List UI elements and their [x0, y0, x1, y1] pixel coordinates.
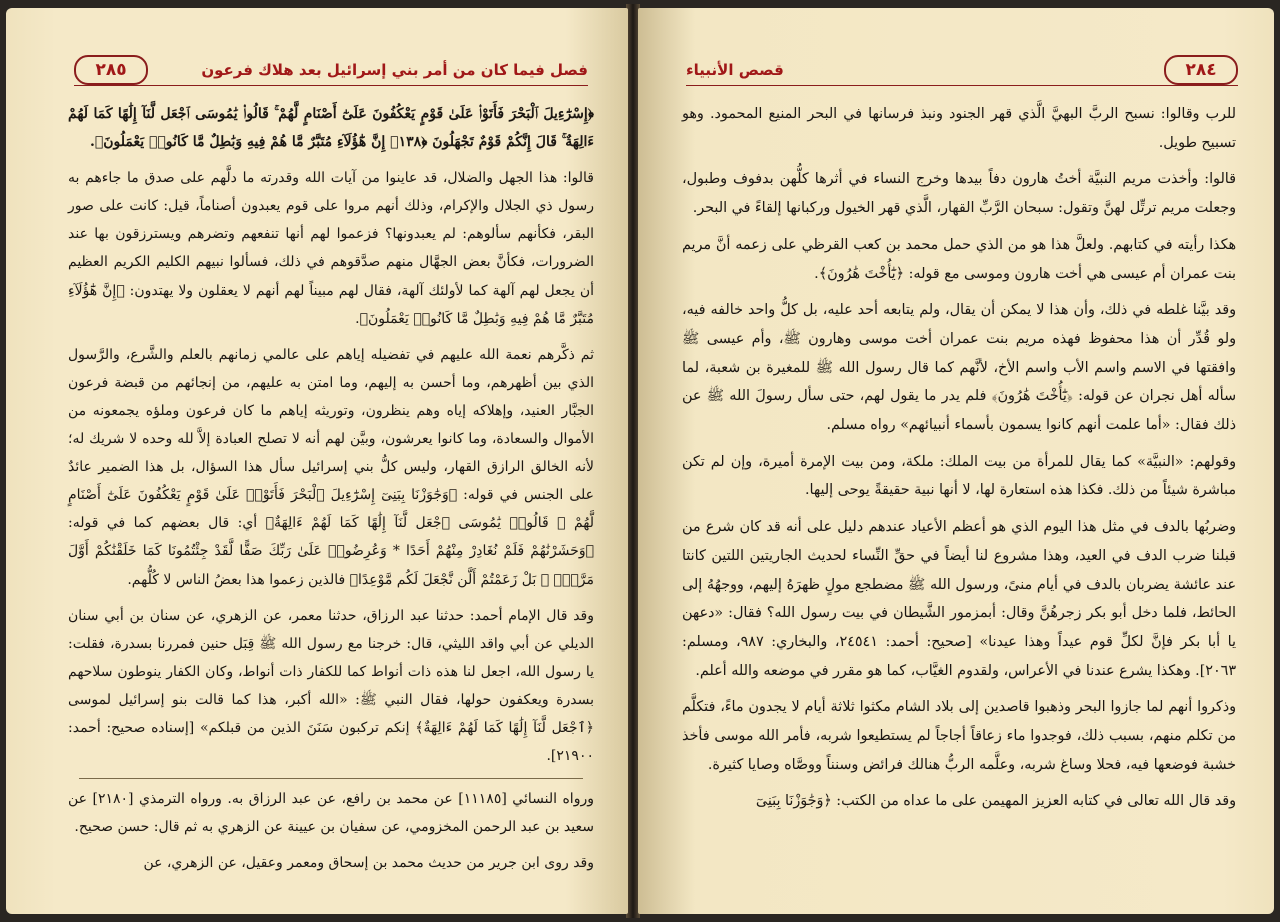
page-number-right: ٢٨٤: [1164, 55, 1238, 85]
paragraph: وقد روى ابن جرير من حديث محمد بن إسحاق ومعمر وعقيل، عن الزهري، عن: [143, 855, 594, 872]
paragraph: وضربُها بالدف في مثل هذا اليوم الذي هو أعظم الأعياد عندهم دليل على أنه قد كان شرع من قبلنا ضرب الدف في العيد، وهذا مشروع لنا أيضاً في حقِّ النِّساء لحديث الجاريتين اللتين كانتا عند عائشة يضربان بالدف في أيام منىً، ورسول الله ﷺ مضطجع مولٍ ظهرَهُ إليهم، ووجهُهُ إلى الحائط، فلما دخل أبو بكر زجرهُنَّ وقال: أبمزمور الشَّيطان في بيت رسول الله؟ فقال: «دعهن يا أبا بكر فإنَّ لكلِّ قوم عيداً وهذا عيدنا» [صحيح: أحمد: ٢٤٥٤١، والبخاري: ٩٨٧، ومسلم: ٢٠٦٣]. وهكذا يشرع عندنا في الأعراس، ولقدوم الغيَّاب، كما هو مقرر في موضعه والله أعلم.: [682, 519, 1236, 679]
page-header-left: [74, 52, 588, 88]
paragraph: هكذا رأيته في كتابهم. ولعلَّ هذا هو من الذي حمل محمد بن كعب القرظي على زعمه أنَّ مريم بنت عمران أم عيسى هي أخت هارون وموسى مع قوله: ﴿يَٰٓأُخْتَ هَٰرُونَ﴾.: [682, 236, 1236, 282]
paragraph: قالوا: هذا الجهل والضلال، قد عاينوا من آيات الله وقدرته ما دلَّهم على صدق ما جاءهم به رسول ذي الجلال والإكرام، وذلك أنهم مروا على قوم يعبدون أصناماً، قيل: كانت على صور البقر، فكأنهم سألوهم: لم يعبدونها؟ فزعموا لهم أنها تنفعهم وتضرهم ويسترزقون بها عند الضرورات، فكأنَّ بعض الجهَّال منهم صدَّقوهم في ذلك، فسألوا نبيهم الكليم الكريم العظيم أن يجعل لهم آلهة كما لأولئك آلهة، فقال لهم مبيناً لهم أنهم لا يعقلون ولا يهتدون: ﴿إِنَّ هَٰٓؤُلَآءِ مُتَبَّرٌ مَّا هُمْ فِيهِ وَبَٰطِلٌ مَّا كَانُوا۟ يَعْمَلُونَ﴾.: [68, 170, 594, 327]
paragraph: وقد قال الله تعالى في كتابه العزيز المهيمن على ما عداه من الكتب: ﴿وَجَٰوَزْنَا بِبَنِىٓ: [755, 793, 1236, 810]
body-text-right: [682, 100, 1236, 896]
running-title-right: قصص الأنبياء: [686, 61, 784, 79]
paragraph: ثم ذكَّرهم نعمة الله عليهم في تفضيله إياهم على عالمي زمانهم بالعلم والشَّرع، والرَّسول الذي بين أظهرهم، وما أحسن به إليهم، وما امتن به عليهم، من إنجائهم من قبضة فرعون الجبَّار العنيد، وإهلاكه إياه وهم ينظرون، وتوريثه إياهم ما كان فرعون وملؤه يجمعونه من الأموال والسعادة، وما كانوا يعرشون، وبيَّن لهم أنه لا تصلح العبادة إلاَّ لله وحده لا شريك له؛ لأنه الخالق الرازق القهار، وليس كلُّ بني إسرائيل سأل هذا السؤال، بل هذا الضمير عائدٌ على الجنس في قوله: ﴿وَجَٰوَزْنَا بِبَنِىٓ إِسْرَٰٓءِيلَ ٱلْبَحْرَ فَأَتَوْا۟ عَلَىٰ قَوْمٍ يَعْكُفُونَ عَلَىٰٓ أَصْنَامٍ لَّهُمْ ۚ قَالُوا۟ يَٰمُوسَى ٱجْعَل لَّنَآ إِلَٰهًا كَمَا لَهُمْ ءَالِهَةٌ﴾ أي: قال بعضهم كما في قوله: ﴿وَحَشَرْنَٰهُمْ فَلَمْ نُغَادِرْ مِنْهُمْ أَحَدًا * وَعُرِضُوا۟ عَلَىٰ رَبِّكَ صَفًّا لَّقَدْ جِئْتُمُونَا كَمَا خَلَقْنَٰكُمْ أَوَّلَ مَرَّةٍۭ ۚ بَلْ زَعَمْتُمْ أَلَّن نَّجْعَلَ لَكُم مَّوْعِدًا﴾ فالذين زعموا هذا بعضُ الناس لا كُلُّهم.: [68, 346, 594, 588]
paragraph: قالوا: وأخذت مريم النبيَّة أختُ هارون دفاً بيدها وخرج النساء في أثرها كلُّهن بدفوف وطبول، وجعلت مريم ترتِّل لهنَّ وتقول: سبحان الرَّبِّ القهار، الَّذي قهر الخيول وركبانها إلقاءً في البحر.: [682, 171, 1236, 217]
header-rule-left: [74, 85, 588, 86]
page-header-right: [686, 52, 1238, 88]
page-right: [638, 8, 1274, 914]
running-title-left: فصل فيما كان من أمر بني إسرائيل بعد هلاك فرعون: [201, 61, 588, 79]
paragraph: وذكروا أنهم لما جازوا البحر وذهبوا قاصدين إلى بلاد الشام مكثوا ثلاثة أيام لا يجدون ماءً، فتكلَّم من تكلم منهم، بسبب ذلك، فوجدوا ماء زعاقاً أجاجاً لم يستطيعوا شربه، فأمر الله موسى فأخذ خشبة فوضعها فيه، فحلا وساغ شربه، وعلَّمه الربُّ هنالك فرائض وسنناً ووصَّاه وصايا كثيرة.: [682, 699, 1236, 773]
paragraph: وقولهم: «النبيَّة» كما يقال للمرأة من بيت الملك: ملكة، ومن بيت الإمرة أميرة، وإن لم تكن مباشرة شيئاً من ذلك. فكذا هذه استعارة لها، لا أنها نبية حقيقةً يوحى إليها.: [682, 453, 1236, 499]
quran-verse: ﴿إِسْرَٰٓءِيلَ ٱلْبَحْرَ فَأَتَوْا۟ عَلَىٰ قَوْمٍ يَعْكُفُونَ عَلَىٰٓ أَصْنَامٍ لَّهُمْ ۚ قَالُوا۟ يَٰمُوسَى ٱجْعَل لَّنَآ إِلَٰهًا كَمَا لَهُمْ ءَالِهَةٌ ۚ قَالَ إِنَّكُمْ قَوْمٌ تَجْهَلُونَ ﴿١٣٨﴾ إِنَّ هَٰٓؤُلَآءِ مُتَبَّرٌ مَّا هُمْ فِيهِ وَبَٰطِلٌ مَّا كَانُوا۟ يَعْمَلُونَ﴾.: [68, 106, 594, 151]
paragraph: للرب وقالوا: نسبح الربَّ البهيَّ الَّذي قهر الجنود ونبذ فرسانها في البحر المنيع المحمود. وهو تسبيح طويل.: [682, 106, 1236, 151]
section-divider: [79, 778, 584, 779]
paragraph: وقد قال الإمام أحمد: حدثنا عبد الرزاق، حدثنا معمر، عن الزهري، عن سنان بن أبي سنان الديلي عن أبي واقد الليثي، قال: خرجنا مع رسول الله ﷺ قِبَل حنين فمررنا بسدرة، فقلت: يا رسول الله، اجعل لنا هذه ذات أنواط كما للكفار ذات أنواط، وكان الكفار ينوطون سلاحهم بسدرة ويعكفون حولها، فقال النبي ﷺ: «الله أكبر، هذا كما قالت بنو إسرائيل لموسى ﴿ٱجْعَل لَّنَآ إِلَٰهًا كَمَا لَهُمْ ءَالِهَةٌ﴾ إنكم تركبون سَنَنَ الذين من قبلكم» [إسناده صحيح: أحمد: ٢١٩٠٠].: [68, 607, 594, 765]
page-number-left: ٢٨٥: [74, 55, 148, 85]
page-left: [6, 8, 628, 914]
paragraph: ورواه النسائي [١١١٨٥] عن محمد بن رافع، عن عبد الرزاق به. ورواه الترمذي [٢١٨٠] عن سعيد بن عبد الرحمن المخزومي، عن سفيان بن عيينة عن الزهري به ثم قال: حسن صحيح.: [68, 791, 594, 836]
paragraph: وقد بيَّنا غلطه في ذلك، وأن هذا لا يمكن أن يقال، ولم يتابعه أحد عليه، بل كلُّ واحد خالفه فيه، ولو قُدِّر أن هذا محفوظ فهذه مريم بنت عمران أخت موسى وهارون ﷺ، وأم عيسى ﷺ وافقتها في الاسم واسم الأب واسم الأخ، لأنَّهم كما قال رسول الله ﷺ للمغيرة بن شعبة، لما سأله أهل نجران عن قوله: ﴿يَٰٓأُخْتَ هَٰرُونَ﴾ فلم يدر ما يقول لهم، حتى سأل رسولَ الله ﷺ عن ذلك فقال: «أما علمت أنهم كانوا يسمون بأسماء أنبيائهم» رواه مسلم.: [682, 302, 1236, 434]
body-text-left: [68, 100, 594, 896]
header-rule-right: [686, 85, 1238, 86]
